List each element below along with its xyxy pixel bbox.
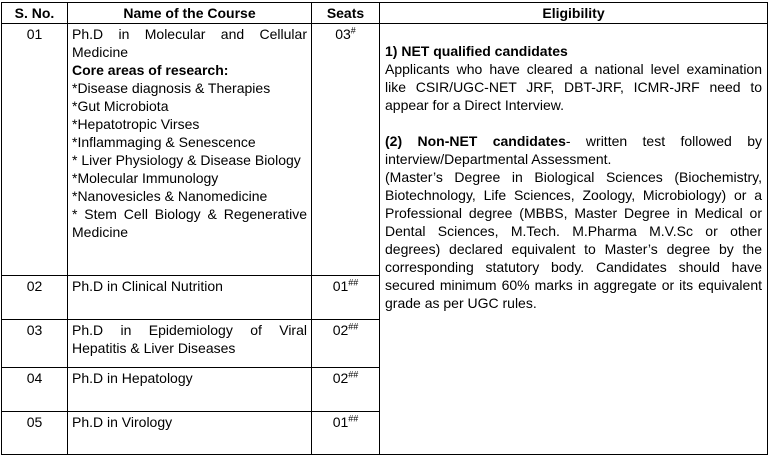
seats-value: 01 xyxy=(332,278,349,294)
table-row xyxy=(2,24,768,276)
core-area-item: *Gut Microbiota xyxy=(72,98,169,114)
seats-cell xyxy=(312,412,380,455)
seats-cell xyxy=(312,320,380,368)
degree-text: (Master’s Degree in Biological Sciences (Biochemistry, Biotechnology, Life Sciences, Zoology, Microbiology) or a Professional degree (MBBS, Master Degree in Medical or Dental Sciences, M.Tech. M.Pharma M.V.Sc or other degrees) declared equivalent to Master’s degree by the corresponding statutory body. Candidates should have secured minimum 60% marks in aggregate or its equivalent grade as per UGC rules. xyxy=(385,169,762,311)
seats-value: 01 xyxy=(332,414,349,430)
header-seats: Seats xyxy=(312,3,380,24)
header-eligibility: Eligibility xyxy=(380,3,768,24)
seats-footnote-mark: ## xyxy=(348,321,359,332)
course-cell: Ph.D in Virology xyxy=(68,412,312,455)
sno-cell: 05 xyxy=(2,412,68,455)
course-table xyxy=(1,2,768,455)
sno-cell: 01 xyxy=(2,24,68,276)
non-net-text: - written test followed by interview/Departmental Assessment. xyxy=(385,133,763,167)
seats-footnote-mark: ## xyxy=(348,369,359,380)
seats-footnote-mark: ## xyxy=(348,413,359,424)
seats-value: 03 xyxy=(335,26,351,42)
eligibility-cell xyxy=(380,24,768,455)
course-cell: Ph.D in Clinical Nutrition xyxy=(68,276,312,320)
net-heading: 1) NET qualified candidates xyxy=(385,43,568,59)
header-course: Name of the Course xyxy=(68,3,312,24)
core-area-item: *Nanovesicles & Nanomedicine xyxy=(72,188,268,204)
seats-footnote-mark: ## xyxy=(348,277,359,288)
course-cell xyxy=(68,24,312,276)
seats-cell xyxy=(312,276,380,320)
seats-cell xyxy=(312,24,380,276)
header-sno: S. No. xyxy=(2,3,68,24)
seats-cell xyxy=(312,368,380,412)
non-net-heading: (2) Non-NET candidates xyxy=(385,133,566,149)
sno-cell: 04 xyxy=(2,368,68,412)
course-cell: Ph.D in Epidemiology of Viral Hepatitis & Liver Diseases xyxy=(68,320,312,368)
course-cell: Ph.D in Hepatology xyxy=(68,368,312,412)
core-area-item: *Molecular Immunology xyxy=(72,170,219,186)
net-text: Applicants who have cleared a national level examination like CSIR/UGC-NET JRF, DBT-JRF, ICMR-JRF need to appear for a Direct Interview. xyxy=(385,61,762,113)
non-net-paragraph xyxy=(385,132,762,168)
seats-footnote-mark: # xyxy=(350,25,356,36)
seats-value: 02 xyxy=(332,322,349,338)
seats-value: 02 xyxy=(332,370,349,386)
core-area-item: *Inflammaging & Senescence xyxy=(72,134,256,150)
sno-cell: 02 xyxy=(2,276,68,320)
header-row xyxy=(2,3,768,24)
sno-cell: 03 xyxy=(2,320,68,368)
core-area-item: * Stem Cell Biology & Regenerative Medicine xyxy=(72,206,307,240)
core-area-item: *Disease diagnosis & Therapies xyxy=(72,80,271,96)
core-area-item: * Liver Physiology & Disease Biology xyxy=(72,152,301,168)
course-name: Ph.D in Molecular and Cellular Medicine xyxy=(72,26,307,60)
core-area-item: *Hepatotropic Virses xyxy=(72,116,200,132)
core-areas-heading: Core areas of research: xyxy=(72,62,229,78)
